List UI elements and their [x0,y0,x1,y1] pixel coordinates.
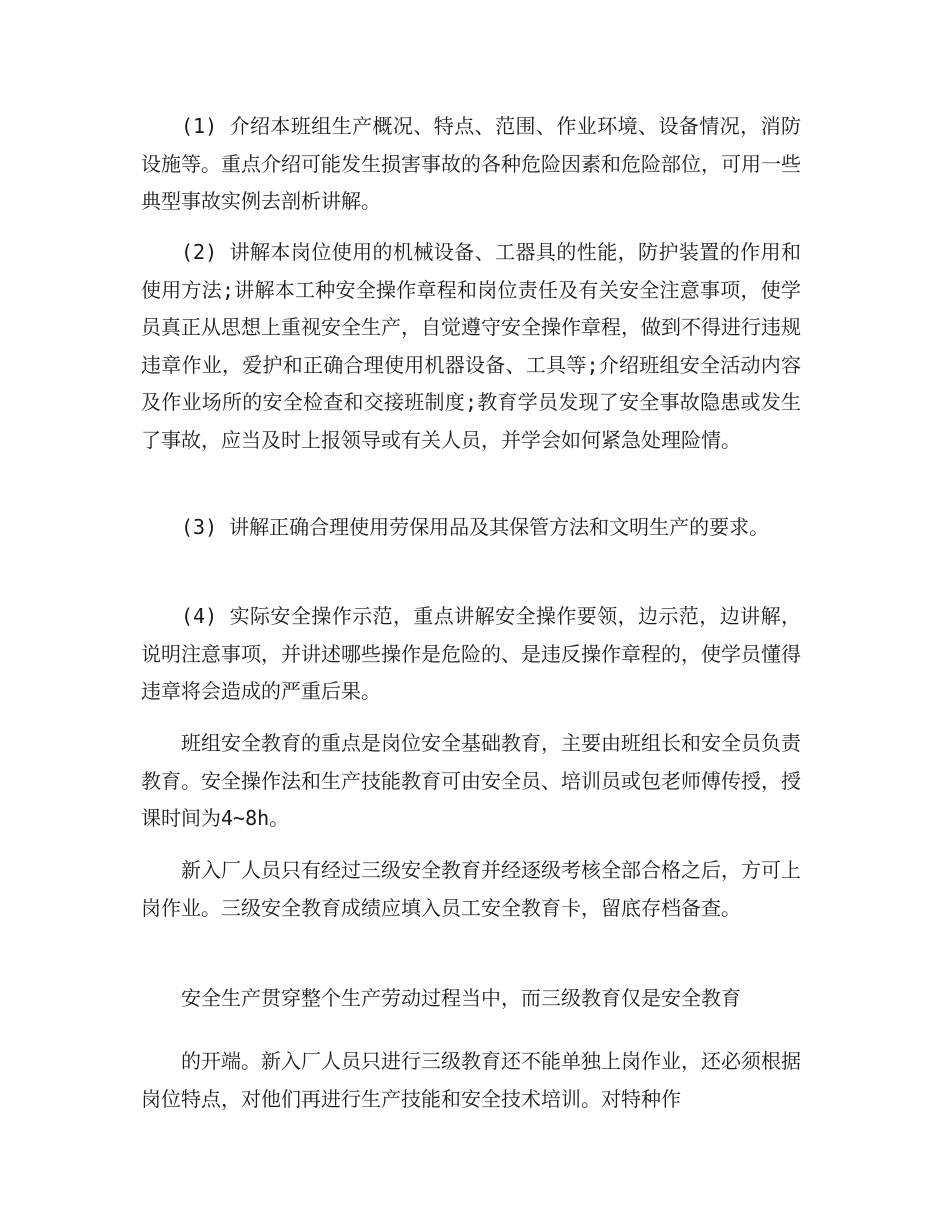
paragraph-item-2: (2) 讲解本岗位使用的机械设备、工器具的性能，防护装置的作用和使用方法;讲解本工种安全操作章程和岗位责任及有关安全注意事项，使学员真正从思想上重视安全生产，自觉遵守安全操作章程，做到不得进行违规违章作业，爱护和正确合理使用机器设备、工具等;介绍班组安全活动内容及作业场所的安全检查和交接班制度;教育学员发现了安全事故隐患或发生了事故，应当及时上报领导或有关人员，并学会如何紧急处理险情。 [141,240,801,452]
paragraph-new-staff: 新入厂人员只有经过三级安全教育并经逐级考核全部合格之后，方可上岗作业。三级安全教育成绩应填入员工安全教育卡，留底存档备查。 [141,858,801,920]
paragraph-safety-production: 安全生产贯穿整个生产劳动过程当中，而三级教育仅是安全教育 [181,986,741,1010]
paragraph-continuation: 的开端。新入厂人员只进行三级教育还不能单独上岗作业，还必须根据岗位特点，对他们再进行生产技能和安全技术培训。对特种作 [141,1049,801,1111]
paragraph-item-4: (4) 实际安全操作示范，重点讲解安全操作要领，边示范，边讲解，说明注意事项，并讲述哪些操作是危险的、是违反操作章程的，使学员懂得违章将会造成的严重后果。 [141,604,801,703]
paragraph-item-3: (3) 讲解正确合理使用劳保用品及其保管方法和文明生产的要求。 [181,515,770,539]
paragraph-bangzu-education: 班组安全教育的重点是岗位安全基础教育，主要由班组长和安全员负责教育。安全操作法和生产技能教育可由安全员、培训员或包老师傅传授，授课时间为4~8h。 [141,731,801,830]
paragraph-item-1: (1) 介绍本班组生产概况、特点、范围、作业环境、设备情况，消防设施等。重点介绍可能发生损害事故的各种危险因素和危险部位，可用一些典型事故实例去剖析讲解。 [141,114,801,213]
